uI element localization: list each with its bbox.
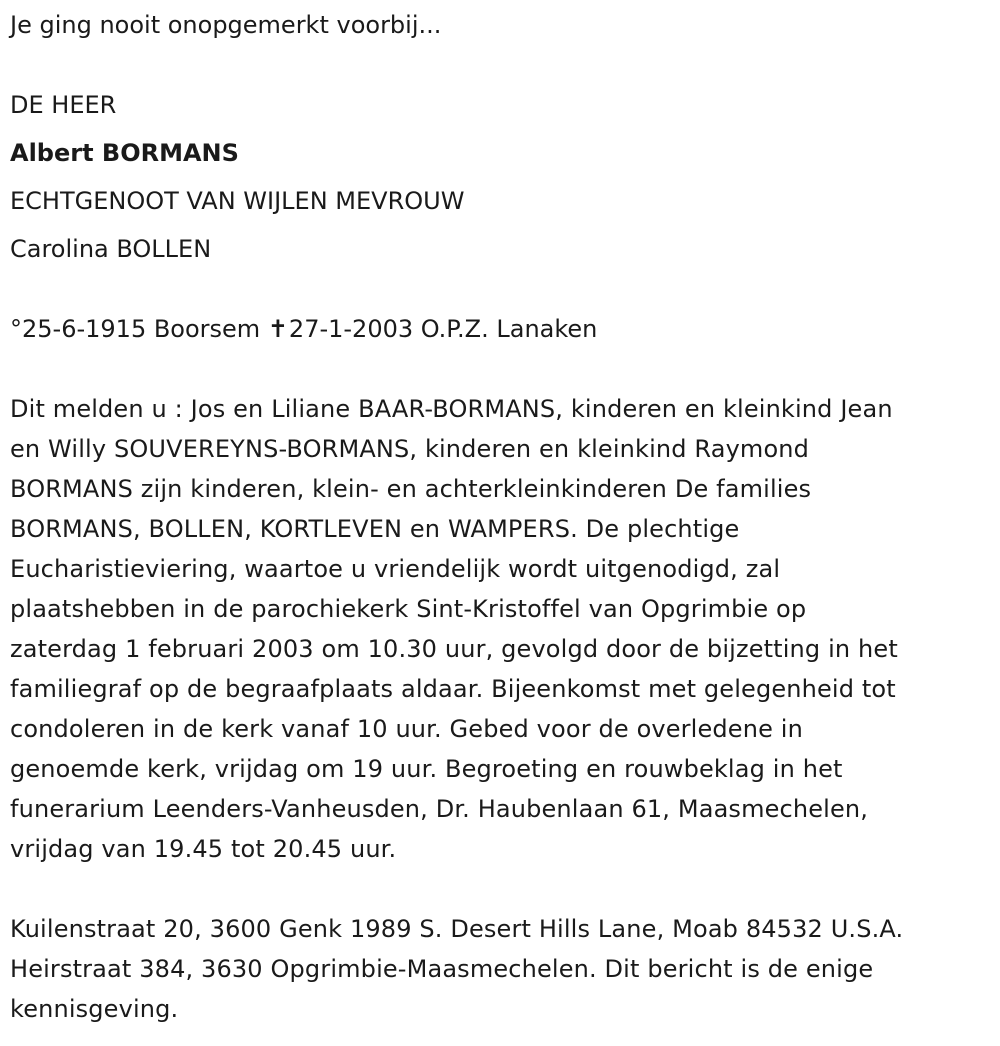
body-line: funerarium Leenders-Vanheusden, Dr. Haubenlaan 61, Maasmechelen, (10, 795, 869, 823)
honorific-title: DE HEER (10, 91, 117, 119)
body-line: en Willy SOUVEREYNS-BORMANS, kinderen en kleinkind Raymond (10, 435, 810, 463)
address-line: kennisgeving. (10, 995, 179, 1023)
body-line: Eucharistieviering, waartoe u vriendelijk wordt uitgenodigd, zal (10, 555, 781, 583)
deceased-name: Albert BORMANS (10, 139, 239, 167)
life-dates (10, 314, 597, 344)
address-line: Kuilenstraat 20, 3600 Genk 1989 S. Desert Hills Lane, Moab 84532 U.S.A. (10, 915, 904, 943)
body-line: condoleren in de kerk vanaf 10 uur. Gebed voor de overledene in (10, 715, 803, 743)
body-line: plaatshebben in de parochiekerk Sint-Kristoffel van Opgrimbie op (10, 595, 807, 623)
body-line: vrijdag van 19.45 tot 20.45 uur. (10, 835, 397, 863)
spouse-name: Carolina BOLLEN (10, 235, 212, 263)
address-line: Heirstraat 384, 3630 Opgrimbie-Maasmechelen. Dit bericht is de enige (10, 955, 874, 983)
spouse-title: ECHTGENOOT VAN WIJLEN MEVROUW (10, 187, 465, 215)
body-line: genoemde kerk, vrijdag om 19 uur. Begroeting en rouwbeklag in het (10, 755, 843, 783)
announcement-body (10, 394, 995, 874)
birth-date: °25-6-1915 Boorsem (10, 315, 268, 343)
address-block (10, 914, 995, 1034)
body-line: BORMANS, BOLLEN, KORTLEVEN en WAMPERS. De plechtige (10, 515, 740, 543)
body-line: familiegraf op de begraafplaats aldaar. Bijeenkomst met gelegenheid tot (10, 675, 896, 703)
cross-icon: ✝ (267, 315, 288, 343)
death-date: 27-1-2003 O.P.Z. Lanaken (288, 315, 598, 343)
body-line: Dit melden u : Jos en Liliane BAAR-BORMANS, kinderen en kleinkind Jean (10, 395, 893, 423)
body-line: zaterdag 1 februari 2003 om 10.30 uur, gevolgd door de bijzetting in het (10, 635, 898, 663)
body-line: BORMANS zijn kinderen, klein- en achterkleinkinderen De families (10, 475, 812, 503)
motto: Je ging nooit onopgemerkt voorbij... (10, 11, 442, 39)
